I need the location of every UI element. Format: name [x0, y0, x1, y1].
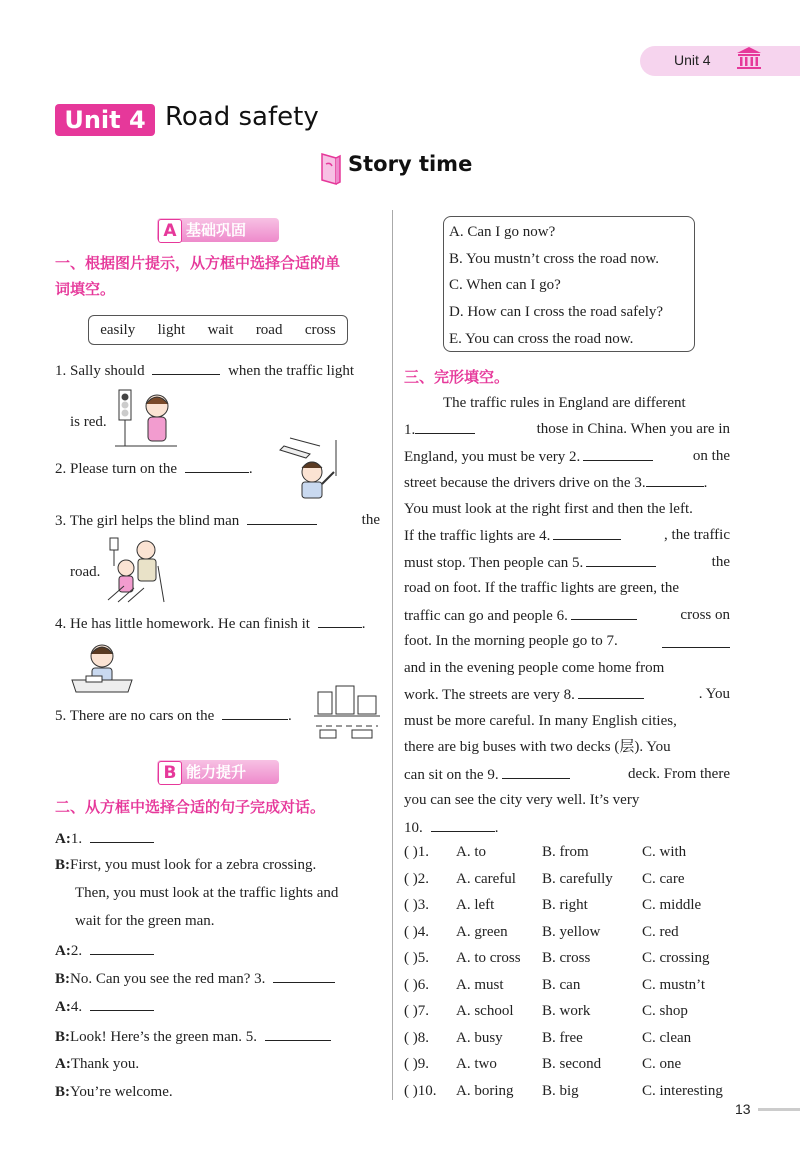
choice-option: B. second [542, 1056, 602, 1072]
speaker-label: A: [55, 999, 71, 1015]
unit-badge: Unit 4 [55, 104, 155, 136]
choice-row [404, 1030, 734, 1050]
passage-line: You must look at the right first and then the left. [404, 501, 693, 517]
choice-option: A. green [456, 923, 508, 940]
choice-option: B. carefully [542, 870, 613, 887]
dialog-text: Thank you. [70, 1056, 140, 1072]
question-3 [55, 510, 380, 531]
cloze-blank[interactable] [431, 817, 495, 832]
passage-line [404, 525, 730, 546]
dialog-text: No. Can you see the red man? 3. [70, 971, 266, 987]
dialog-line-b4 [55, 1082, 173, 1102]
choice-option: B. cross [542, 950, 591, 966]
choice-option: A. school [456, 1003, 514, 1019]
choice-option: C. shop [642, 1003, 688, 1019]
speaker-label: B: [55, 971, 70, 987]
page-number: 13 [735, 1101, 751, 1117]
choice-row [404, 924, 734, 944]
passage-text: , the traffic [664, 527, 730, 543]
passage-text: If the traffic lights are 4. [404, 528, 551, 544]
answer-bracket[interactable]: ( )2. [404, 870, 429, 887]
answer-blank[interactable] [273, 968, 335, 983]
section-a-badge [157, 218, 279, 242]
question-text: when the traffic light [228, 363, 355, 379]
question-1 [55, 360, 354, 381]
speaker-label: A: [55, 943, 71, 959]
choice-row [404, 897, 734, 917]
question-4: 4. He has little homework. He can finish it . [55, 613, 365, 634]
question-3-end: road. [70, 564, 101, 580]
page-number-rule [758, 1108, 800, 1111]
speaker-label: B: [55, 1029, 70, 1045]
question-text: 1. Sally should [55, 363, 145, 379]
choice-row [404, 1083, 734, 1103]
choice-option: C. middle [642, 897, 702, 913]
answer-blank[interactable] [90, 996, 154, 1011]
cloze-blank[interactable] [502, 764, 570, 779]
cloze-blank[interactable] [415, 419, 475, 434]
section-a-instruction-2: 词填空。 [55, 280, 116, 298]
choice-option: A. busy [456, 1029, 503, 1046]
question-5: 5. There are no cars on the . [55, 705, 292, 726]
answer-bracket[interactable]: ( )4. [404, 923, 429, 940]
passage-text: deck. From there [627, 766, 730, 782]
speaker-label: A: [55, 1056, 71, 1072]
answer-blank[interactable] [265, 1026, 331, 1041]
word-option: light [157, 321, 186, 338]
choice-option: B. work [542, 1003, 591, 1019]
answer-blank[interactable] [247, 510, 317, 525]
sentence-option: C. When can I go? [449, 277, 561, 293]
question-text: the [361, 512, 380, 528]
passage-line [404, 419, 730, 440]
sentence-option: D. How can I cross the road safely? [449, 304, 664, 320]
passage-text: can sit on the 9. [404, 767, 499, 783]
boy-homework-picture [70, 642, 134, 698]
passage-text: foot. In the morning people go to 7. [404, 633, 618, 649]
dialog-line-b1-cont: Then, you must look at the traffic lights and [75, 885, 339, 901]
choice-row [404, 1056, 734, 1076]
cloze-blank[interactable] [583, 446, 653, 461]
section-b-label: 能力提升 [186, 763, 247, 781]
choice-option: B. from [542, 844, 589, 860]
passage-text: 1. [404, 422, 416, 438]
section-a-instruction-1: 一、根据图片提示，从方框中选择合适的单 [55, 254, 341, 272]
light-switch-boy-picture [270, 436, 346, 500]
choice-option: C. care [642, 870, 685, 887]
speaker-label: B: [55, 857, 70, 873]
section-b-letter: B [158, 761, 182, 785]
dialog-text: 2. [70, 943, 83, 959]
column-divider [392, 210, 393, 1100]
answer-blank[interactable] [90, 940, 154, 955]
passage-line [404, 764, 730, 785]
choice-option: A. to cross [456, 950, 521, 966]
choice-option: A. careful [456, 870, 516, 887]
answer-bracket[interactable]: ( )5. [404, 950, 429, 966]
passage-line [404, 631, 730, 651]
choice-option: C. with [642, 844, 687, 860]
word-option: easily [100, 321, 136, 338]
dialog-text: 4. [70, 999, 83, 1015]
passage-line [404, 552, 730, 573]
answer-bracket[interactable]: ( )7. [404, 1003, 429, 1019]
answer-bracket[interactable]: ( )1. [404, 844, 429, 860]
passage-line: road on foot. If the traffic lights are green, the [404, 580, 680, 596]
passage-text: . [703, 475, 708, 491]
dialog-line-a4 [55, 1054, 139, 1074]
choice-option: C. crossing [642, 950, 710, 966]
answer-blank[interactable] [318, 613, 362, 628]
section-b-instruction: 二、从方框中选择合适的句子完成对话。 [55, 798, 326, 816]
choice-option: C. mustn’t [642, 976, 706, 993]
traffic-light-girl-picture [115, 386, 177, 448]
dialog-line-b3 [55, 1026, 331, 1047]
bookmark-icon [318, 152, 342, 186]
question-text: 2. Please turn on the [55, 461, 178, 477]
sentence-option: B. You mustn’t cross the road now. [449, 251, 660, 267]
passage-text: street because the drivers drive on the 3. [404, 475, 646, 491]
dialog-line-b1-cont2: wait for the green man. [75, 913, 215, 929]
cloze-blank[interactable] [578, 684, 644, 699]
answer-bracket[interactable]: ( )9. [404, 1056, 429, 1072]
passage-text: on the [692, 448, 730, 464]
dialog-line-a2 [55, 940, 154, 961]
answer-bracket[interactable]: ( )10. [404, 1082, 437, 1099]
choice-row [404, 977, 734, 997]
choice-option: A. to [456, 844, 486, 860]
answer-bracket[interactable]: ( )8. [404, 1029, 429, 1046]
passage-line [404, 817, 499, 838]
dialog-text: You’re welcome. [70, 1084, 173, 1100]
passage-text: those in China. When you are in [536, 421, 730, 437]
cloze-blank[interactable] [571, 605, 637, 620]
answer-blank[interactable] [222, 705, 288, 720]
choice-option: B. can [542, 976, 581, 993]
unit-header-tab [640, 46, 800, 76]
question-text: 4. He has little homework. He can finish it [55, 616, 310, 632]
choice-option: C. one [642, 1056, 682, 1072]
choice-option: B. big [542, 1082, 579, 1099]
passage-text: must stop. Then people can 5. [404, 555, 584, 571]
cloze-blank[interactable] [662, 633, 730, 648]
section-a-label: 基础巩固 [186, 221, 247, 239]
dialog-line-a1 [55, 828, 154, 849]
dialog-text: First, you must look for a zebra crossing. [70, 857, 317, 873]
answer-blank[interactable] [90, 828, 154, 843]
passage-text: England, you must be very 2. [404, 449, 581, 465]
passage-line [404, 472, 707, 493]
choice-row [404, 871, 734, 891]
choice-option: B. right [542, 897, 588, 913]
question-text: 5. There are no cars on the [55, 708, 215, 724]
passage-line: must be more careful. In many English cities, [404, 713, 677, 729]
word-option: wait [207, 321, 234, 338]
cloze-blank[interactable] [586, 552, 656, 567]
choice-option: C. interesting [642, 1082, 723, 1099]
sentence-option: E. You can cross the road now. [449, 331, 634, 347]
passage-text: the [711, 554, 730, 570]
dialog-text: 1. [70, 831, 83, 847]
choice-row [404, 844, 734, 864]
answer-bracket[interactable]: ( )6. [404, 976, 429, 993]
section-c-instruction: 三、完形填空。 [404, 368, 510, 386]
empty-street-picture [314, 682, 380, 740]
passage-text: 10. [404, 820, 423, 836]
passage-text: work. The streets are very 8. [404, 687, 575, 703]
passage-text: traffic can go and people 6. [404, 608, 568, 624]
choice-option: A. must [456, 976, 504, 993]
cloze-blank[interactable] [646, 472, 704, 487]
passage-line: and in the evening people come home from [404, 660, 665, 676]
dialog-line-b2 [55, 968, 335, 989]
section-a-letter: A [158, 219, 182, 243]
passage-text: cross on [680, 607, 730, 623]
answer-blank[interactable] [185, 458, 249, 473]
choice-option: B. yellow [542, 923, 601, 940]
passage-line [404, 605, 730, 626]
passage-line: The traffic rules in England are different [443, 395, 686, 411]
page-title: Road safety [165, 102, 319, 132]
passage-line [404, 446, 730, 467]
cloze-blank[interactable] [553, 525, 621, 540]
word-box [88, 315, 348, 345]
choice-option: A. boring [456, 1082, 514, 1099]
section-title: Story time [348, 152, 473, 176]
passage-line: there are big buses with two decks (层). You [404, 739, 671, 755]
word-option: road [255, 321, 283, 338]
choice-row [404, 950, 734, 970]
choice-option: A. left [456, 897, 495, 913]
blind-man-crossing-picture [104, 536, 166, 604]
section-b-badge [157, 760, 279, 784]
answer-blank[interactable] [152, 360, 220, 375]
question-1-end: is red. [70, 414, 107, 430]
dialog-text: Look! Here’s the green man. 5. [70, 1029, 258, 1045]
question-2: 2. Please turn on the . [55, 458, 253, 479]
passage-line [404, 684, 730, 705]
speaker-label: B: [55, 1084, 70, 1100]
question-text: 3. The girl helps the blind man [55, 513, 240, 529]
speaker-label: A: [55, 831, 71, 847]
dialog-line-a3 [55, 996, 154, 1017]
temple-icon [736, 46, 762, 70]
passage-text: . You [698, 686, 730, 702]
passage-line: you can see the city very well. It’s very [404, 792, 640, 808]
choice-option: B. free [542, 1029, 583, 1046]
choice-option: C. clean [642, 1029, 692, 1046]
answer-bracket[interactable]: ( )3. [404, 897, 429, 913]
dialog-line-b1 [55, 855, 316, 875]
choice-option: C. red [642, 923, 679, 940]
word-option: cross [304, 321, 336, 338]
choice-row [404, 1003, 734, 1023]
choice-option: A. two [456, 1056, 497, 1072]
unit-header-label: Unit 4 [674, 52, 711, 68]
sentence-option: A. Can I go now? [449, 224, 556, 240]
passage-text: . [494, 820, 499, 836]
